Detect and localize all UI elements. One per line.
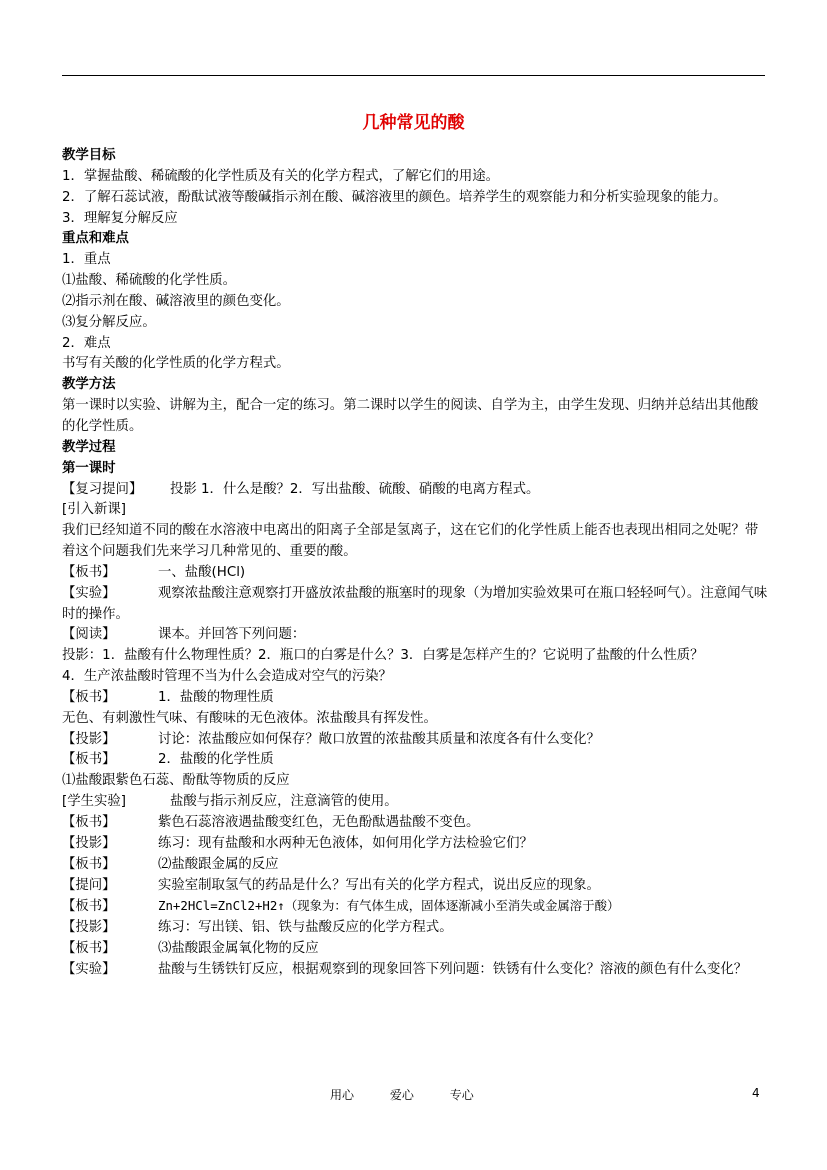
text-line: [62, 250, 768, 271]
text-line: [62, 792, 768, 813]
line-text: 教学目标: [62, 148, 116, 163]
text-line: [62, 563, 768, 584]
line-text: 讨论：浓盐酸应如何保存？敞口放置的浓盐酸其质量和浓度各有什么变化？: [158, 731, 600, 747]
section-heading: [62, 438, 768, 459]
line-text: 第一课时: [62, 460, 116, 476]
section-heading: [62, 146, 768, 167]
line-label: 【实验】: [62, 585, 116, 601]
line-label: [学生实验]: [62, 794, 127, 810]
line-label: 【实验】: [62, 961, 116, 977]
line-text: ⑴盐酸跟紫色石蕊、酚酞等物质的反应: [62, 773, 290, 789]
line-text: ⑴盐酸、稀硫酸的化学性质。: [62, 273, 237, 289]
text-line: [62, 480, 768, 501]
line-text: ⑶盐酸跟金属氧化物的反应: [158, 941, 319, 957]
text-line: [62, 646, 768, 667]
text-line: [62, 292, 768, 313]
line-text: 投影 1．什么是酸？2．写出盐酸、硫酸、硝酸的电离方程式。: [170, 481, 540, 497]
line-text: 观察浓盐酸注意观察打开盛放浓盐酸的瓶塞时的现象（为增加实验效果可在瓶口轻轻呵气）。注意闻气味时的操作。: [62, 585, 768, 622]
text-line: [62, 939, 768, 960]
line-text: 盐酸与生锈铁钉反应，根据观察到的现象回答下列问题：铁锈有什么变化？溶液的颜色有什么变化？: [158, 961, 748, 977]
text-line: [62, 313, 768, 334]
line-text: 2．了解石蕊试液，酚酞试液等酸碱指示剂在酸、碱溶液里的颜色。培养学生的观察能力和分析实验现象的能力。: [62, 189, 727, 205]
line-text: 实验室制取氢气的药品是什么？写出有关的化学方程式，说出反应的现象。: [158, 877, 600, 893]
line-label: 【板书】: [62, 856, 116, 872]
text-line: [62, 709, 768, 730]
line-text: 教学方法: [62, 377, 116, 393]
line-text: 教学过程: [62, 439, 116, 455]
document-body: [62, 146, 768, 981]
line-text: 课本。并回答下列问题：: [158, 627, 306, 643]
text-line: [62, 500, 768, 521]
line-label: 【板书】: [62, 689, 116, 705]
text-line: [62, 625, 768, 646]
line-text: 一、盐酸(HCl): [158, 564, 246, 580]
line-label: 【提问】: [62, 877, 116, 893]
text-line: [62, 750, 768, 771]
line-text: 1．盐酸的物理性质: [158, 689, 274, 705]
text-line: [62, 584, 768, 626]
text-line: [62, 209, 768, 230]
section-heading: [62, 459, 768, 480]
line-text: 无色、有刺激性气味、有酸味的无色液体。浓盐酸具有挥发性。: [62, 710, 437, 726]
footer-item: 专心: [449, 1088, 474, 1102]
line-label: 【复习提问】: [62, 481, 143, 497]
text-line: [62, 521, 768, 563]
page-title: 几种常见的酸: [362, 113, 465, 133]
text-line: [62, 918, 768, 939]
line-label: 【板书】: [62, 564, 116, 580]
header-rule: [62, 75, 765, 76]
line-label: 【投影】: [62, 731, 116, 747]
text-line: [62, 730, 768, 751]
section-heading: [62, 375, 768, 396]
line-text: 2．难点: [62, 335, 111, 351]
line-text: [引入新课]: [62, 502, 127, 518]
line-text: ⑵盐酸跟金属的反应: [158, 856, 279, 872]
line-text: 书写有关酸的化学性质的化学方程式。: [62, 356, 290, 372]
text-line: [62, 396, 768, 438]
line-text: 练习：现有盐酸和水两种无色液体，如何用化学方法检验它们？: [158, 835, 533, 851]
section-heading: [62, 229, 768, 250]
line-text: 1．重点: [62, 252, 111, 268]
line-label: 【板书】: [62, 815, 116, 830]
line-text: ⑶复分解反应。: [62, 314, 156, 330]
text-line: [62, 354, 768, 375]
text-line: [62, 834, 768, 855]
line-text: 重点和难点: [62, 231, 129, 247]
line-text: 1．掌握盐酸、稀硫酸的化学性质及有关的化学方程式，了解它们的用途。: [62, 168, 500, 184]
text-line: [62, 771, 768, 792]
text-line: [62, 188, 768, 209]
footer: [330, 1086, 506, 1103]
text-line: [62, 960, 768, 981]
line-label: 【板书】: [62, 752, 116, 768]
line-text: ⑵指示剂在酸、碱溶液里的颜色变化。: [62, 293, 290, 309]
line-text: 投影：1．盐酸有什么物理性质？2．瓶口的白雾是什么？3．白雾是怎样产生的？它说明了盐酸的什么性质？: [62, 648, 704, 664]
line-text: 练习：写出镁、铝、铁与盐酸反应的化学方程式。: [158, 920, 453, 936]
text-line: [62, 855, 768, 876]
text-line: [62, 271, 768, 292]
line-label: 【投影】: [62, 835, 116, 851]
footer-item: 爱心: [389, 1088, 414, 1102]
line-text: 我们已经知道不同的酸在水溶液中电离出的阳离子全部是氢离子，这在它们的化学性质上能否也表现出相同之处呢？带着这个问题我们先来学习几种常见的、重要的酸。: [62, 523, 759, 560]
line-text: 2．盐酸的化学性质: [158, 752, 274, 768]
line-text: 第一课时以实验、讲解为主，配合一定的练习。第二课时以学生的阅读、自学为主，由学生发现、归纳并总结出其他酸的化学性质。: [62, 398, 759, 434]
line-text: 3．理解复分解反应: [62, 210, 178, 226]
text-line: [62, 167, 768, 188]
page-number: 4: [752, 1086, 760, 1100]
text-line: [62, 813, 768, 834]
text-line: [62, 876, 768, 897]
line-label: 【板书】: [62, 899, 116, 915]
line-label: 【投影】: [62, 920, 116, 936]
line-text: Zn+2HCl=ZnCl2+H2↑（现象为：有气体生成，固体逐渐减小至消失或金属溶于酸）: [158, 898, 620, 914]
line-text: 紫色石蕊溶液遇盐酸变红色，无色酚酞遇盐酸不变色。: [158, 815, 480, 830]
text-line: [62, 667, 768, 688]
line-text: 盐酸与指示剂反应，注意滴管的使用。: [170, 794, 398, 810]
text-line: [62, 896, 768, 918]
footer-item: 用心: [330, 1088, 355, 1102]
line-text: 4．生产浓盐酸时管理不当为什么会造成对空气的污染？: [62, 669, 392, 685]
line-label: 【板书】: [62, 941, 116, 957]
text-line: [62, 334, 768, 355]
text-line: [62, 688, 768, 709]
line-label: 【阅读】: [62, 627, 116, 643]
